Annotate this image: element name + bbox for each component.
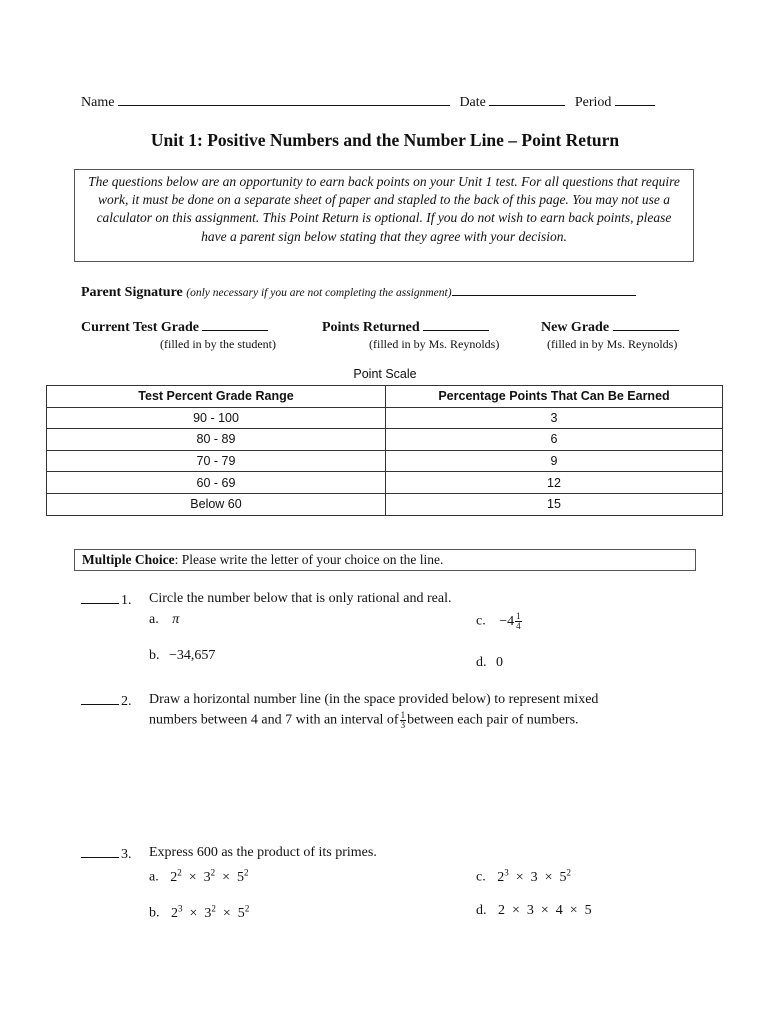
answer-blank-3[interactable] [81, 845, 119, 858]
column-header: Test Percent Grade Range [47, 386, 386, 408]
instructions-box: The questions below are an opportunity to earn back points on your Unit 1 test. For all questions that require work, it must be done on a separate sheet of paper and stapled to the back of this page. You may not use a calculator on this assignment. This Point Return is optional. If you do not wish to earn back points, please have a parent sign below stating that they agree with your decision. [74, 169, 694, 262]
option-letter: c. [476, 869, 486, 885]
new-grade-field[interactable] [613, 318, 679, 331]
answer-blank-1[interactable] [81, 591, 119, 604]
fraction [515, 612, 522, 631]
page-title: Unit 1: Positive Numbers and the Number Line – Point Return [150, 130, 620, 150]
q1-option-c [476, 612, 523, 631]
points-cell: 9 [386, 450, 723, 472]
question-1 [81, 591, 132, 609]
current-grade-label: Current Test Grade [81, 320, 199, 335]
option-letter: b. [149, 648, 160, 663]
signature-label: Parent Signature [81, 285, 183, 300]
points-cell: 12 [386, 472, 723, 494]
question-text: numbers between 4 and 7 with an interval of [149, 712, 399, 728]
q3-option-b: b. $2^3 \times 3^2 \times 5^2$ [149, 903, 250, 921]
question-number: 3. [121, 847, 132, 862]
new-grade-note: (filled in by Ms. Reynolds) [547, 337, 678, 351]
table-row [47, 472, 723, 494]
fraction [400, 711, 407, 730]
question-2-text-line2 [149, 711, 579, 730]
question-1-text: Circle the number below that is only rational and real. [149, 591, 452, 606]
q1-option-b [149, 648, 215, 664]
option-letter: a. [149, 612, 159, 627]
points-returned-field[interactable] [423, 318, 489, 331]
q1-option-a [149, 612, 179, 628]
signature-field[interactable] [452, 283, 636, 296]
option-value: −4 [499, 613, 515, 629]
option-value: 0 [496, 655, 503, 670]
table-header-row [47, 386, 723, 408]
date-field[interactable] [489, 93, 565, 106]
table-row [47, 493, 723, 515]
column-header: Percentage Points That Can Be Earned [386, 386, 723, 408]
q3-option-c: c. $2^3 \times 3 \times 5^2$ [476, 867, 572, 885]
q3-option-a: a. $2^2 \times 3^2 \times 5^2$ [149, 867, 249, 885]
option-value: −34,657 [169, 648, 216, 663]
new-grade-label: New Grade [541, 320, 610, 335]
current-grade [81, 318, 268, 336]
grade-range-cell: 90 - 100 [47, 407, 386, 429]
current-grade-note: (filled in by the student) [160, 337, 276, 351]
period-label: Period [574, 95, 612, 110]
question-3 [81, 845, 132, 863]
table-row [47, 429, 723, 451]
grade-range-cell: Below 60 [47, 493, 386, 515]
grade-range-cell: 60 - 69 [47, 472, 386, 494]
answer-blank-2[interactable] [81, 692, 119, 705]
period-field[interactable] [615, 93, 655, 106]
points-returned-note: (filled in by Ms. Reynolds) [369, 337, 500, 351]
q3-option-d [476, 903, 592, 919]
option-letter: a. [149, 869, 159, 885]
table-row [47, 450, 723, 472]
date-label: Date [459, 95, 486, 110]
current-grade-field[interactable] [202, 318, 268, 331]
points-cell: 3 [386, 407, 723, 429]
option-value: π [172, 612, 180, 627]
grade-range-cell: 80 - 89 [47, 429, 386, 451]
point-scale-caption: Point Scale [353, 367, 417, 381]
multiple-choice-instruction: : Please write the letter of your choice on the line. [174, 552, 444, 567]
new-grade [541, 318, 679, 336]
option-letter: d. [476, 655, 487, 670]
question-number: 1. [121, 593, 132, 608]
fraction-numerator: 1 [400, 710, 406, 720]
grade-range-cell: 70 - 79 [47, 450, 386, 472]
multiple-choice-banner [74, 549, 696, 571]
option-letter: b. [149, 905, 160, 921]
option-letter: d. [476, 903, 487, 918]
table-row [47, 407, 723, 429]
question-2 [81, 692, 132, 710]
header-row [81, 93, 681, 111]
points-cell: 6 [386, 429, 723, 451]
point-scale-table [46, 385, 723, 516]
points-returned [322, 318, 489, 336]
option-value: 2 × 3 × 4 × 5 [498, 903, 592, 918]
multiple-choice-label: Multiple Choice [82, 552, 175, 567]
points-returned-label: Points Returned [322, 320, 420, 335]
q1-option-d [476, 655, 503, 671]
option-letter: c. [476, 613, 486, 629]
name-field[interactable] [118, 93, 450, 106]
points-cell: 15 [386, 493, 723, 515]
fraction-numerator: 1 [516, 611, 521, 621]
question-number: 2. [121, 694, 132, 709]
question-text: between each pair of numbers. [407, 712, 579, 728]
fraction-denominator: 3 [400, 720, 406, 730]
question-2-text-line1: Draw a horizontal number line (in the space provided below) to represent mixed [149, 692, 599, 707]
name-label: Name [81, 95, 115, 110]
parent-signature-row [81, 283, 691, 301]
fraction-denominator: 4 [516, 621, 521, 631]
signature-note: (only necessary if you are not completing the assignment) [186, 287, 452, 299]
question-3-text: Express 600 as the product of its primes. [149, 845, 377, 860]
